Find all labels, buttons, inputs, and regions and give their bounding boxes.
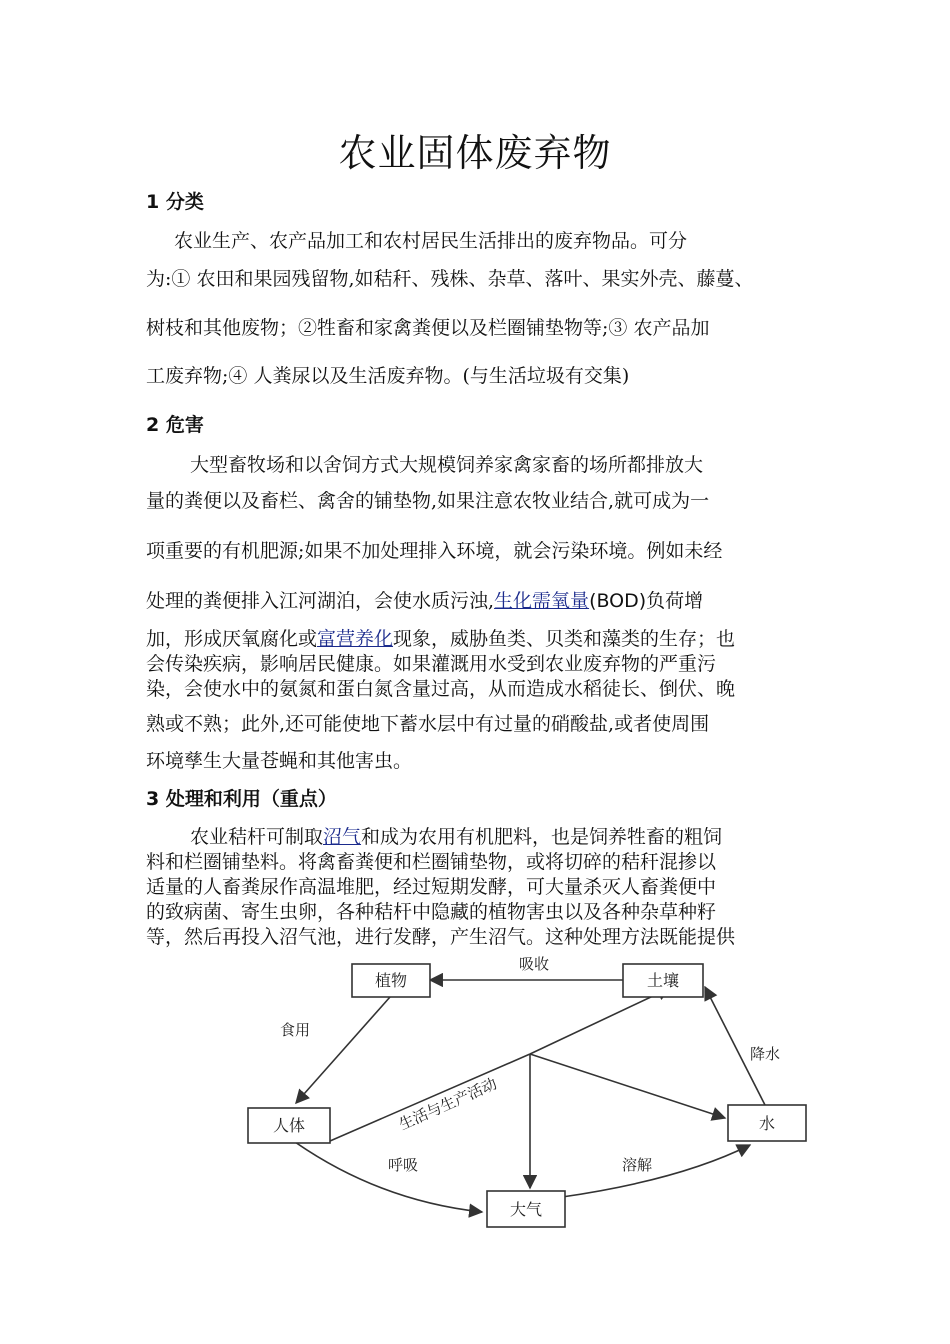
paragraph-line: 为:① 农田和果园残留物,如秸秆、残株、杂草、落叶、果实外壳、藤蔓、 <box>146 268 754 290</box>
edge-plant-to-human <box>296 997 390 1103</box>
paragraph-line <box>146 822 860 849</box>
paragraph-line: 项重要的有机肥源;如果不加处理排入环境，就会污染环境。例如未经 <box>146 540 723 562</box>
line-text: 现象，威胁鱼类、贝类和藻类的生存；也 <box>393 628 736 650</box>
node-human-label: 人体 <box>272 1116 306 1135</box>
paragraph-line: 工废弃物;④ 人粪尿以及生活废弃物。(与生活垃圾有交集) <box>146 365 630 387</box>
paragraph-line <box>146 586 816 613</box>
paragraph-line: 熟或不熟；此外,还可能使地下蓄水层中有过量的硝酸盐,或者使周围 <box>146 713 710 735</box>
label-rain: 降水 <box>750 1045 781 1063</box>
edge-human-to-hub <box>330 1054 530 1141</box>
label-breathe: 呼吸 <box>388 1156 419 1174</box>
node-water <box>728 1105 806 1141</box>
paragraph-line: 会传染疾病，影响居民健康。如果灌溉用水受到农业废弃物的严重污 <box>146 653 717 675</box>
section-heading-classification: 1 分类 <box>146 191 204 213</box>
edge-hub-to-soil <box>530 988 670 1054</box>
paragraph-line: 量的粪便以及畜栏、禽舍的铺垫物,如果注意农牧业结合,就可成为一 <box>146 490 710 512</box>
node-water-label: 水 <box>758 1114 776 1133</box>
page-title: 农业固体废弃物 <box>338 131 612 175</box>
node-soil-label: 土壤 <box>646 971 680 990</box>
label-activity: 生活与生产活动 <box>396 1074 500 1134</box>
label-eat: 食用 <box>280 1021 311 1039</box>
paragraph-line: 染，会使水中的氨氮和蛋白氮含量过高，从而造成水稻徒长、倒伏、晚 <box>146 678 736 700</box>
paragraph-line: 的致病菌、寄生虫卵，各种秸杆中隐藏的植物害虫以及各种杂草种籽 <box>146 901 717 923</box>
biogas-link[interactable]: 沼气 <box>323 826 362 848</box>
node-air <box>487 1191 565 1227</box>
bod-link[interactable]: 生化需氧量 <box>494 590 590 612</box>
paragraph-line: 适量的人畜粪尿作高温堆肥，经过短期发酵，可大量杀灭人畜粪便中 <box>146 876 717 898</box>
section-heading-hazards: 2 危害 <box>146 414 204 436</box>
line-text: 和成为农用有机肥料，也是饲养牲畜的粗饲 <box>361 826 723 848</box>
node-human <box>248 1108 330 1143</box>
node-plant-label: 植物 <box>374 971 408 990</box>
label-dissolve: 溶解 <box>622 1156 653 1174</box>
paragraph-line: 料和栏圈铺垫料。将禽畜粪便和栏圈铺垫物，或将切碎的秸秆混掺以 <box>146 851 717 873</box>
paragraph-line: 环境孳生大量苍蝇和其他害虫。 <box>146 750 413 772</box>
line-text: 农业秸杆可制取 <box>190 826 324 848</box>
paragraph-line: 农业生产、农产品加工和农村居民生活排出的废弃物品。可分 <box>174 230 688 252</box>
label-absorb: 吸收 <box>518 955 550 973</box>
node-soil <box>623 964 703 997</box>
section-heading-treatment: 3 处理和利用（重点） <box>146 788 337 810</box>
edge-air-to-water <box>562 1145 750 1197</box>
cycle-diagram <box>230 955 820 1235</box>
paragraph-line: 大型畜牧场和以舍饲方式大规模饲养家禽家畜的场所都排放大 <box>190 454 704 476</box>
edge-human-to-air <box>295 1142 482 1212</box>
paragraph-line: 等，然后再投入沼气池，进行发酵，产生沼气。这种处理方法既能提供 <box>146 926 736 948</box>
paragraph-line <box>146 624 816 651</box>
eutrophication-link[interactable]: 富营养化 <box>317 628 394 650</box>
node-plant <box>352 964 430 997</box>
edge-hub-to-water <box>530 1054 725 1118</box>
line-text: 处理的粪便排入江河湖泊，会使水质污浊, <box>146 590 495 612</box>
paragraph-line: 树枝和其他废物；②牲畜和家禽粪便以及栏圈铺垫物等;③ 农产品加 <box>146 317 710 339</box>
line-text: (BOD)负荷增 <box>589 590 704 612</box>
node-air-label: 大气 <box>509 1200 543 1219</box>
line-text: 加，形成厌氧腐化或 <box>146 628 318 650</box>
